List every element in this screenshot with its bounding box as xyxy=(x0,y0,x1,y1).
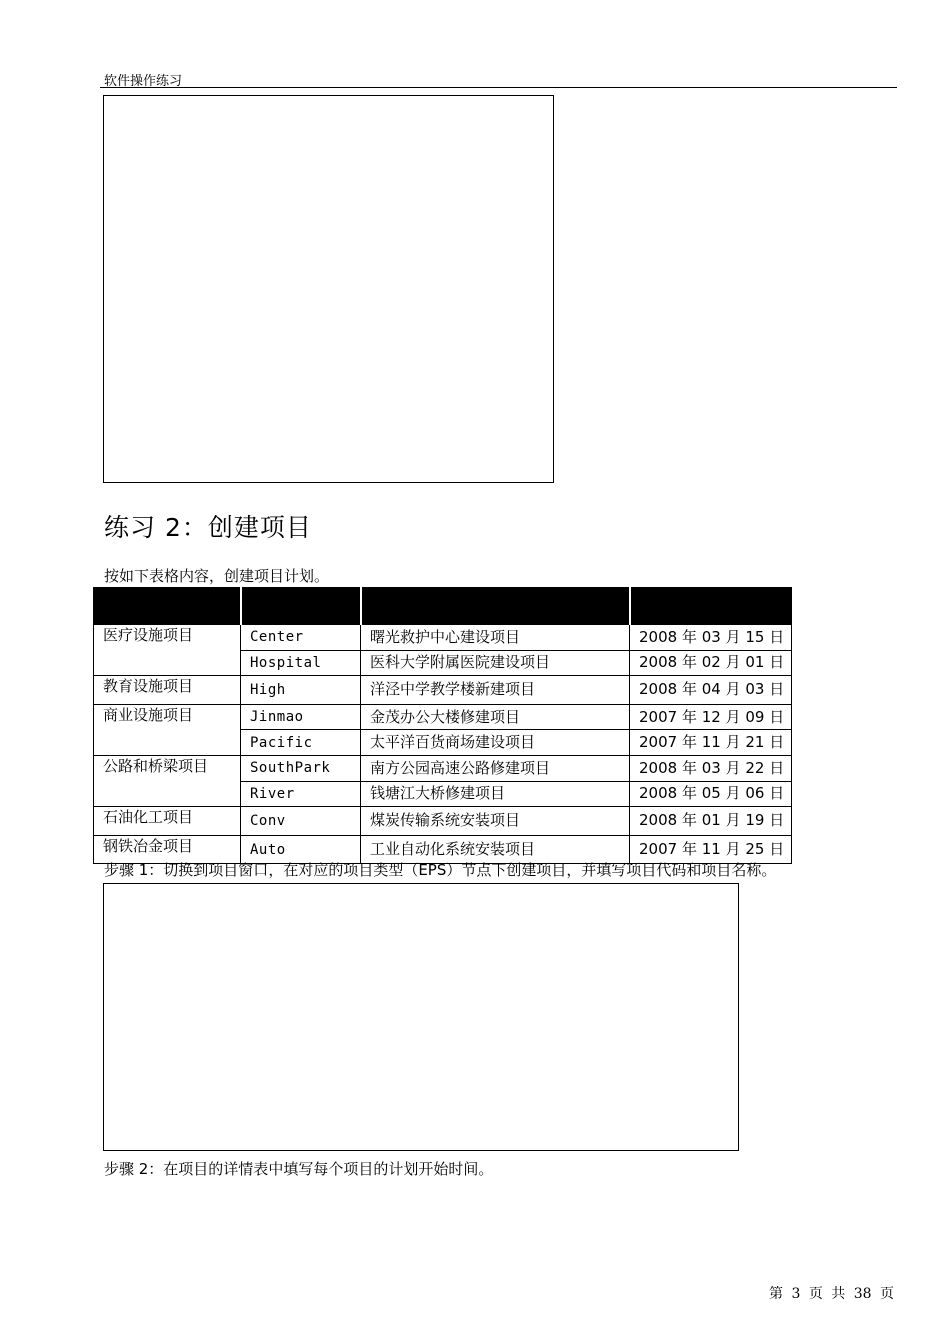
project-code-cell: Jinmao xyxy=(241,704,361,730)
screenshot-placeholder-2 xyxy=(103,883,739,1151)
project-name-cell: 钱塘江大桥修建项目 xyxy=(361,781,630,807)
project-plan-table xyxy=(93,587,792,864)
start-date-cell: 2008 年 05 月 06 日 xyxy=(630,781,792,807)
header-rule xyxy=(100,87,897,88)
project-code-cell: Pacific xyxy=(241,730,361,756)
start-date-cell: 2007 年 11 月 21 日 xyxy=(630,730,792,756)
project-name-cell: 洋泾中学教学楼新建项目 xyxy=(361,676,630,705)
header-cell-category xyxy=(94,588,241,625)
start-date-cell: 2008 年 01 月 19 日 xyxy=(630,807,792,836)
project-code-cell: Conv xyxy=(241,807,361,836)
table-row xyxy=(94,704,792,730)
project-name-cell: 太平洋百货商场建设项目 xyxy=(361,730,630,756)
project-code-cell: River xyxy=(241,781,361,807)
category-cell: 医疗设施项目 xyxy=(94,625,241,676)
exercise-intro: 按如下表格内容，创建项目计划。 xyxy=(104,567,330,585)
project-name-cell: 南方公园高速公路修建项目 xyxy=(361,755,630,781)
step-1-text: 步骤 1：切换到项目窗口，在对应的项目类型（EPS）节点下创建项目，并填写项目代码和项目名称。 xyxy=(104,861,777,879)
category-cell: 商业设施项目 xyxy=(94,704,241,755)
category-cell: 石油化工项目 xyxy=(94,807,241,836)
project-code-cell: SouthPark xyxy=(241,755,361,781)
page-header-title: 软件操作练习 xyxy=(104,74,183,89)
start-date-cell: 2007 年 12 月 09 日 xyxy=(630,704,792,730)
table-row xyxy=(94,755,792,781)
screenshot-placeholder-1 xyxy=(103,95,554,483)
category-cell: 公路和桥梁项目 xyxy=(94,755,241,806)
project-name-cell: 医科大学附属医院建设项目 xyxy=(361,650,630,676)
project-code-cell: High xyxy=(241,676,361,705)
header-cell-date xyxy=(630,588,792,625)
table-row xyxy=(94,807,792,836)
exercise-heading: 练习 2：创建项目 xyxy=(104,513,312,542)
project-name-cell: 煤炭传输系统安装项目 xyxy=(361,807,630,836)
project-code-cell: Center xyxy=(241,625,361,651)
project-name-cell: 曙光救护中心建设项目 xyxy=(361,625,630,651)
start-date-cell: 2007 年 11 月 25 日 xyxy=(630,835,792,864)
start-date-cell: 2008 年 03 月 22 日 xyxy=(630,755,792,781)
project-code-cell: Auto xyxy=(241,835,361,864)
category-cell: 钢铁冶金项目 xyxy=(94,835,241,864)
start-date-cell: 2008 年 02 月 01 日 xyxy=(630,650,792,676)
table-row xyxy=(94,676,792,705)
header-cell-name xyxy=(361,588,630,625)
table-row xyxy=(94,625,792,651)
project-name-cell: 金茂办公大楼修建项目 xyxy=(361,704,630,730)
start-date-cell: 2008 年 03 月 15 日 xyxy=(630,625,792,651)
project-code-cell: Hospital xyxy=(241,650,361,676)
header-cell-code xyxy=(241,588,361,625)
project-name-cell: 工业自动化系统安装项目 xyxy=(361,835,630,864)
category-cell: 教育设施项目 xyxy=(94,676,241,705)
page-number: 第 3 页 共 38 页 xyxy=(769,1286,894,1302)
step-2-text: 步骤 2：在项目的详情表中填写每个项目的计划开始时间。 xyxy=(104,1160,494,1178)
start-date-cell: 2008 年 04 月 03 日 xyxy=(630,676,792,705)
table-header-row xyxy=(94,588,792,625)
